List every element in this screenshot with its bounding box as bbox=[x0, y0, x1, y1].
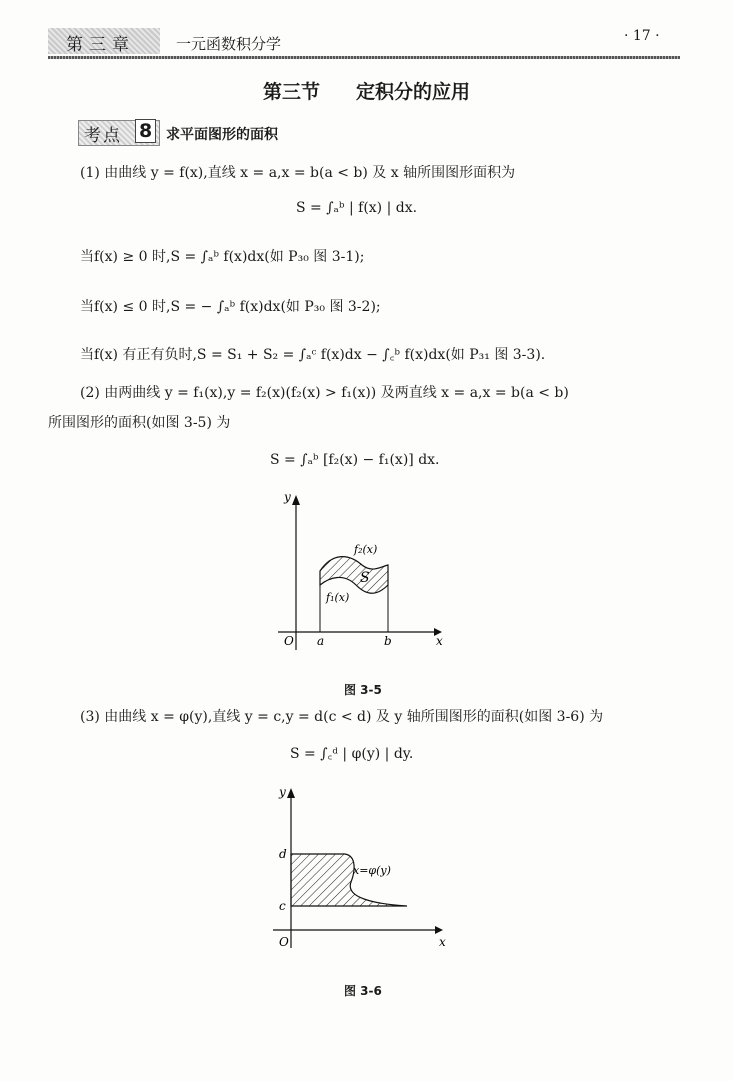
label-x: x bbox=[439, 935, 446, 949]
formula-1: S = ∫ₐᵇ | f(x) | dx. bbox=[296, 200, 418, 216]
kaodian-label: 考点 bbox=[84, 126, 122, 146]
label-a: a bbox=[317, 634, 325, 648]
label-s: S bbox=[360, 570, 370, 586]
shaded-region bbox=[291, 854, 407, 906]
formula-3: S = ∫꜀ᵈ | φ(y) | dy. bbox=[290, 746, 414, 762]
paragraph-5b: 所围图形的面积(如图 3-5) 为 bbox=[48, 415, 231, 431]
chapter-label: 第三章 bbox=[66, 35, 135, 55]
paragraph-5a: (2) 由两曲线 y = f₁(x),y = f₂(x)(f₂(x) > f₁(x)) 及两直线 x = a,x = b(a < b) bbox=[80, 385, 569, 401]
y-axis-arrow bbox=[292, 495, 300, 505]
kaodian-title: 求平面图形的面积 bbox=[166, 127, 278, 143]
label-y: y bbox=[279, 785, 286, 799]
paragraph-6: (3) 由曲线 x = φ(y),直线 y = c,y = d(c < d) 及 y 轴所围图形的面积(如图 3-6) 为 bbox=[80, 709, 604, 725]
y-axis-arrow bbox=[287, 788, 295, 798]
figure-3-6-caption: 图 3-6 bbox=[344, 984, 382, 998]
paragraph-1: (1) 由曲线 y = f(x),直线 x = a,x = b(a < b) 及 x 轴所围图形面积为 bbox=[80, 165, 516, 181]
paragraph-4: 当f(x) 有正有负时,S = S₁ + S₂ = ∫ₐᶜ f(x)dx − ∫꜀ᵇ f(x)dx(如 P₃₁ 图 3-3). bbox=[80, 347, 546, 363]
formula-2: S = ∫ₐᵇ [f₂(x) − f₁(x)] dx. bbox=[270, 452, 440, 468]
figure-3-5 bbox=[270, 485, 460, 660]
label-f2: f₂(x) bbox=[354, 543, 378, 556]
section-label: 第三节 bbox=[262, 81, 320, 103]
paragraph-2: 当f(x) ≥ 0 时,S = ∫ₐᵇ f(x)dx(如 P₃₀ 图 3-1); bbox=[80, 249, 365, 265]
section-title bbox=[0, 77, 733, 104]
figure-3-6 bbox=[265, 780, 465, 960]
figure-3-5-caption: 图 3-5 bbox=[344, 683, 382, 697]
label-x: x bbox=[436, 634, 443, 648]
header-rule bbox=[48, 56, 680, 59]
kaodian-number: 8 bbox=[135, 119, 156, 143]
label-y: y bbox=[284, 490, 291, 504]
label-origin: O bbox=[284, 634, 294, 648]
label-origin: O bbox=[279, 935, 289, 949]
label-f1: f₁(x) bbox=[326, 591, 350, 604]
x-axis-arrow bbox=[435, 926, 443, 934]
page-number: · 17 · bbox=[624, 28, 660, 44]
chapter-title: 一元函数积分学 bbox=[176, 35, 282, 53]
section-name: 定积分的应用 bbox=[356, 81, 471, 103]
label-c: c bbox=[279, 899, 286, 913]
shaded-region-s bbox=[320, 557, 388, 594]
label-curve: x=φ(y) bbox=[353, 864, 391, 877]
paragraph-3: 当f(x) ≤ 0 时,S = − ∫ₐᵇ f(x)dx(如 P₃₀ 图 3-2); bbox=[80, 299, 381, 315]
label-d: d bbox=[279, 847, 287, 861]
label-b: b bbox=[384, 634, 392, 648]
